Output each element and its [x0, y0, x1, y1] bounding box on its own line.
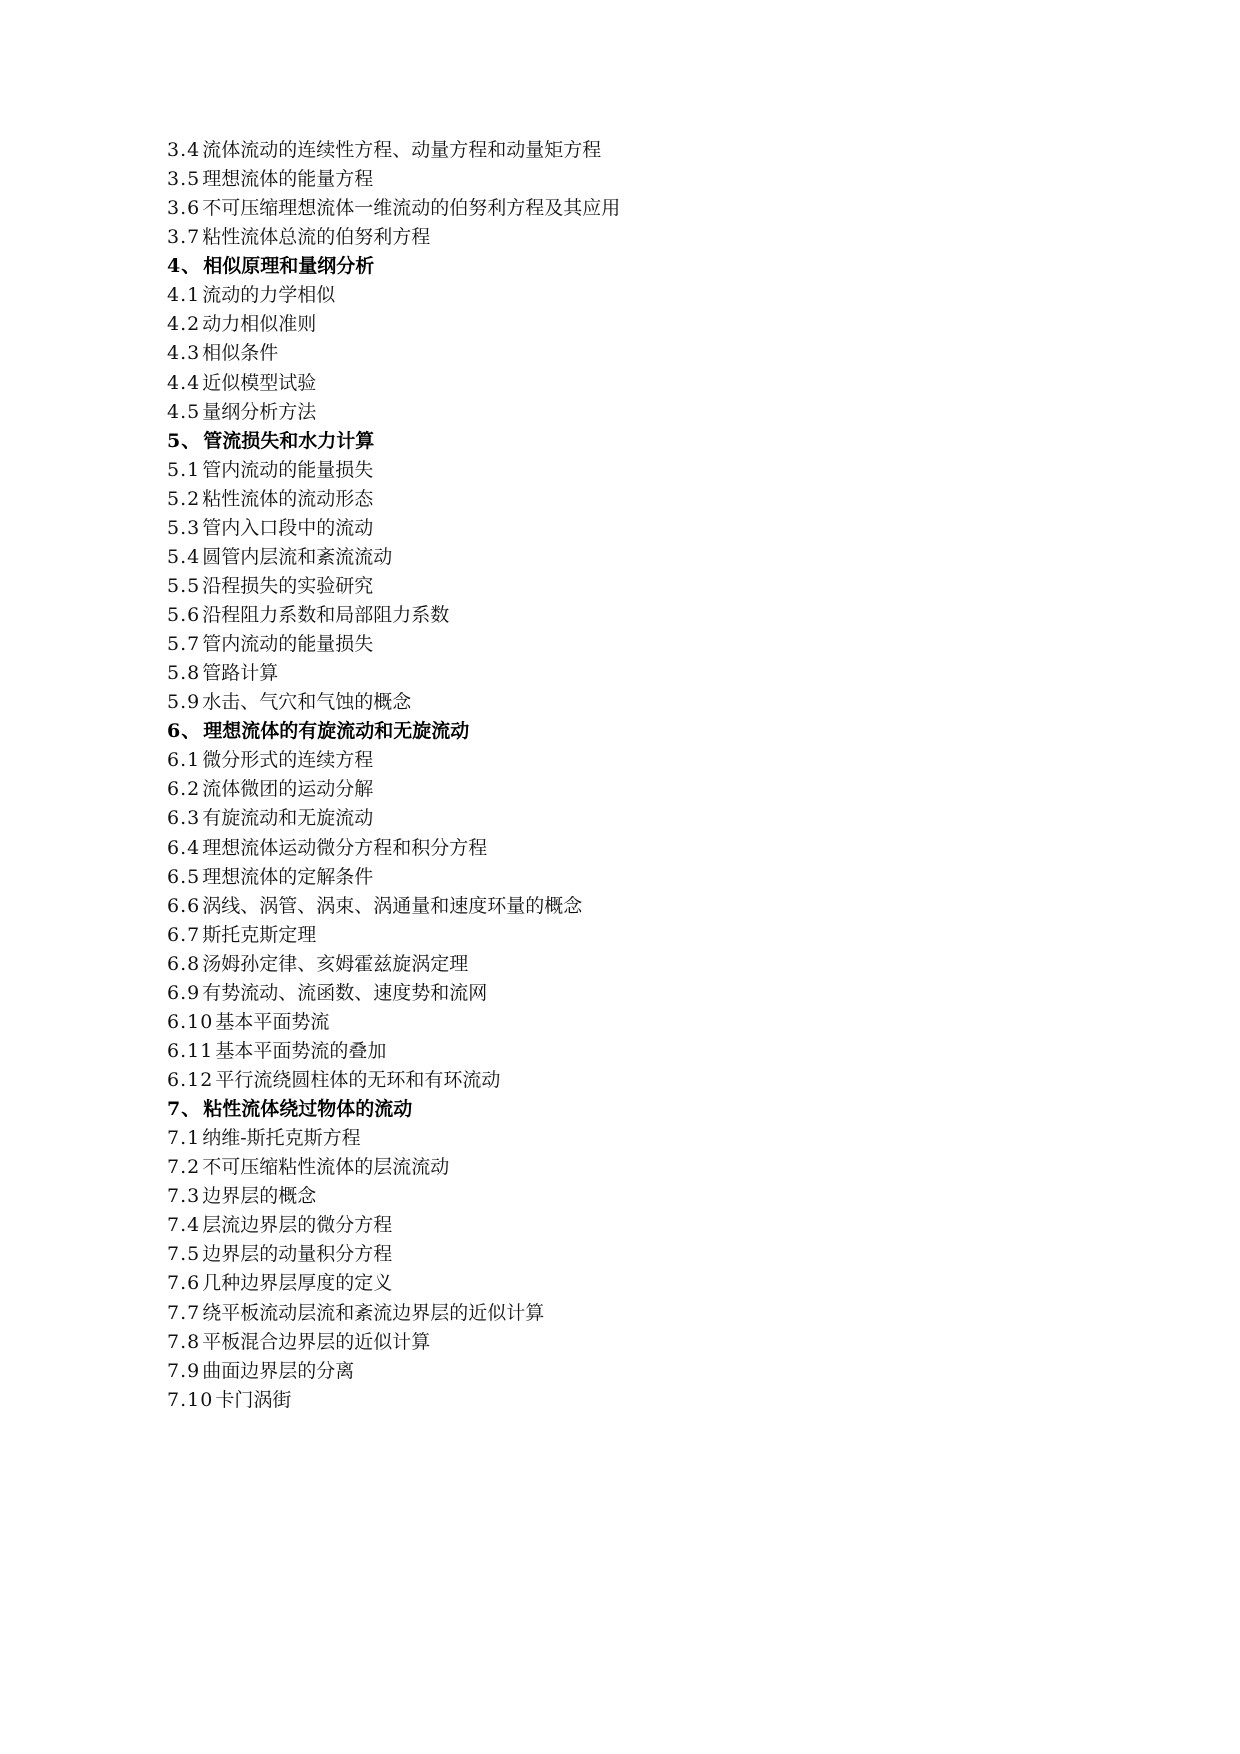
chapter-heading: [167, 427, 1067, 456]
section-number: 5.4: [167, 545, 201, 568]
section-number: 5.5: [167, 574, 201, 597]
section-title: 管内流动的能量损失: [202, 633, 374, 656]
section-title: 边界层的概念: [202, 1185, 317, 1208]
section-title: 层流边界层的微分方程: [202, 1214, 393, 1237]
outline-line: [167, 398, 1067, 427]
section-number: 7.9: [167, 1359, 201, 1382]
outline-line: [167, 572, 1067, 601]
section-number: 5.6: [167, 604, 201, 626]
section-title: 理想流体的能量方程: [202, 168, 374, 191]
section-number: 7.6: [167, 1272, 201, 1295]
section-number: 7.3: [167, 1185, 201, 1208]
section-number: 5.8: [167, 662, 201, 685]
section-number: 5.2: [167, 487, 201, 510]
outline-line: [167, 369, 1067, 398]
section-number: 7.2: [167, 1156, 201, 1179]
outline-line: [167, 1124, 1067, 1153]
section-title: 动力相似准则: [202, 313, 317, 336]
section-number: 4.5: [167, 400, 201, 423]
section-title: 管内流动的能量损失: [202, 458, 374, 481]
section-title: 不可压缩粘性流体的层流流动: [202, 1156, 450, 1179]
section-title: 量纲分析方法: [202, 400, 317, 423]
section-number: 7.8: [167, 1330, 201, 1353]
section-title: 几种边界层厚度的定义: [202, 1272, 393, 1295]
section-title: 纳维-斯托克斯方程: [202, 1127, 361, 1150]
section-title: 斯托克斯定理: [202, 923, 317, 946]
outline-line: [167, 1037, 1067, 1066]
outline-line: [167, 136, 1067, 165]
section-number: 7.1: [167, 1127, 201, 1150]
section-title: 粘性流体的流动形态: [202, 487, 374, 510]
section-title: 粘性流体绕过物体的流动: [203, 1098, 413, 1121]
section-number: 7.5: [167, 1243, 201, 1266]
section-number: 6.12: [167, 1069, 214, 1091]
section-number: 7.4: [167, 1214, 201, 1237]
section-number: 7、: [167, 1098, 202, 1121]
section-number: 6.5: [167, 865, 201, 888]
section-number: 6.4: [167, 836, 201, 859]
outline-line: [167, 746, 1067, 775]
section-title: 基本平面势流: [215, 1010, 330, 1033]
section-number: 5.1: [167, 458, 201, 481]
section-title: 近似模型试验: [202, 371, 317, 394]
outline-line: [167, 892, 1067, 921]
outline-line: [167, 543, 1067, 572]
outline-line: [167, 223, 1067, 252]
section-number: 6.2: [167, 778, 201, 801]
outline-line: [167, 194, 1067, 223]
section-title: 边界层的动量积分方程: [202, 1243, 393, 1266]
section-title: 卡门涡街: [215, 1388, 292, 1411]
outline-line: [167, 1357, 1067, 1386]
chapter-heading: [167, 1095, 1067, 1124]
outline-line: [167, 1182, 1067, 1211]
chapter-heading: [167, 717, 1067, 746]
outline-line: [167, 1008, 1067, 1037]
outline-line: [167, 1386, 1067, 1415]
outline-line: [167, 804, 1067, 833]
section-number: 5.7: [167, 633, 201, 656]
section-number: 7.10: [167, 1388, 214, 1411]
section-number: 7.7: [167, 1301, 201, 1324]
section-number: 4.3: [167, 342, 201, 365]
section-number: 4.1: [167, 284, 201, 307]
section-title: 基本平面势流的叠加: [215, 1039, 387, 1062]
outline-line: [167, 688, 1067, 717]
section-number: 6.6: [167, 894, 201, 917]
section-number: 3.7: [167, 226, 201, 249]
section-title: 平板混合边界层的近似计算: [202, 1330, 431, 1353]
outline-line: [167, 1153, 1067, 1182]
section-number: 6.10: [167, 1010, 214, 1033]
outline-line: [167, 1269, 1067, 1298]
section-number: 5.3: [167, 516, 201, 539]
section-title: 不可压缩理想流体一维流动的伯努利方程及其应用: [202, 197, 621, 220]
outline-line: [167, 630, 1067, 659]
syllabus-outline: [167, 136, 1067, 1415]
outline-line: [167, 456, 1067, 485]
section-title: 沿程损失的实验研究: [202, 574, 374, 597]
section-title: 管内入口段中的流动: [202, 516, 374, 539]
outline-line: [167, 281, 1067, 310]
section-title: 沿程阻力系数和局部阻力系数: [202, 604, 450, 626]
outline-line: [167, 601, 1067, 630]
section-title: 涡线、涡管、涡束、涡通量和速度环量的概念: [202, 894, 583, 917]
section-number: 4.4: [167, 371, 201, 394]
section-number: 5、: [167, 429, 202, 452]
section-title: 有旋流动和无旋流动: [202, 807, 374, 830]
section-title: 曲面边界层的分离: [202, 1359, 355, 1382]
section-number: 6.11: [167, 1039, 214, 1062]
section-title: 绕平板流动层流和紊流边界层的近似计算: [202, 1301, 545, 1324]
section-number: 6.7: [167, 923, 201, 946]
outline-line: [167, 339, 1067, 368]
section-number: 4.2: [167, 313, 201, 336]
outline-line: [167, 921, 1067, 950]
section-number: 4、: [167, 255, 202, 278]
section-number: 6.3: [167, 807, 201, 830]
outline-line: [167, 1299, 1067, 1328]
section-number: 6、: [167, 720, 202, 743]
outline-line: [167, 1240, 1067, 1269]
section-title: 微分形式的连续方程: [202, 749, 374, 772]
outline-line: [167, 834, 1067, 863]
outline-line: [167, 485, 1067, 514]
outline-line: [167, 1328, 1067, 1357]
section-title: 流体流动的连续性方程、动量方程和动量矩方程: [202, 139, 602, 161]
outline-line: [167, 1211, 1067, 1240]
section-number: 6.9: [167, 981, 201, 1004]
outline-line: [167, 775, 1067, 804]
section-title: 管路计算: [202, 662, 279, 685]
outline-line: [167, 310, 1067, 339]
section-title: 相似原理和量纲分析: [203, 255, 375, 278]
chapter-heading: [167, 252, 1067, 281]
section-title: 理想流体运动微分方程和积分方程: [202, 836, 488, 859]
section-number: 3.5: [167, 168, 201, 191]
section-title: 汤姆孙定律、亥姆霍兹旋涡定理: [202, 952, 469, 975]
section-title: 流体微团的运动分解: [202, 778, 374, 801]
outline-line: [167, 979, 1067, 1008]
section-title: 有势流动、流函数、速度势和流网: [202, 981, 488, 1004]
section-title: 流动的力学相似: [202, 284, 336, 307]
section-number: 6.8: [167, 952, 201, 975]
section-title: 理想流体的有旋流动和无旋流动: [203, 720, 470, 743]
section-title: 管流损失和水力计算: [203, 429, 375, 452]
section-number: 3.6: [167, 197, 201, 220]
outline-line: [167, 514, 1067, 543]
section-number: 6.1: [167, 749, 201, 772]
section-title: 圆管内层流和紊流流动: [202, 545, 393, 568]
outline-line: [167, 863, 1067, 892]
outline-line: [167, 659, 1067, 688]
section-title: 相似条件: [202, 342, 279, 365]
outline-line: [167, 165, 1067, 194]
outline-line: [167, 1066, 1067, 1095]
section-title: 粘性流体总流的伯努利方程: [202, 226, 431, 249]
section-title: 理想流体的定解条件: [202, 865, 374, 888]
section-title: 水击、气穴和气蚀的概念: [202, 691, 412, 714]
outline-line: [167, 950, 1067, 979]
section-number: 3.4: [167, 139, 201, 161]
section-title: 平行流绕圆柱体的无环和有环流动: [215, 1069, 501, 1091]
section-number: 5.9: [167, 691, 201, 714]
